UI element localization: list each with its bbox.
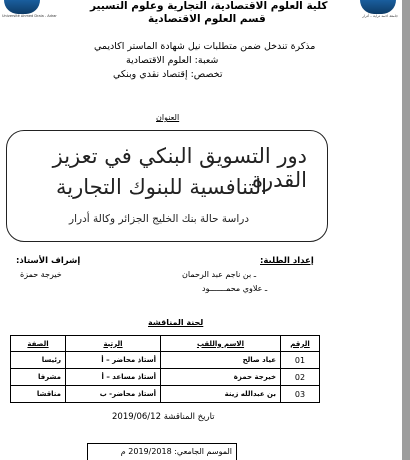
member-name: خيرجة حمزة — [161, 369, 281, 386]
memo-branch: شعبة: العلوم الاقتصادية — [126, 55, 219, 66]
member-number: 01 — [281, 352, 320, 369]
header-cell-grade: الرتبة — [66, 336, 161, 352]
faculty-name: كلية العلوم الاقتصادية، التجارية وعلوم التسيير — [90, 0, 328, 12]
window-edge — [402, 0, 410, 460]
thesis-title-line-1: دور التسويق البنكي في تعزيز القدرة — [52, 144, 307, 192]
department-name: قسم العلوم الاقتصادية — [148, 13, 266, 25]
member-role: رئيسا — [11, 352, 66, 369]
defense-date: تاريخ المناقشة 2019/06/12 — [112, 412, 215, 422]
memo-specialty: تخصص: إقتصاد نقدي وبنكي — [113, 69, 223, 80]
table-row — [11, 369, 320, 386]
supervisor-label: إشراف الأستاذ: — [16, 256, 81, 266]
table-row — [11, 386, 320, 403]
member-number: 03 — [281, 386, 320, 403]
header-cell-name: الاسم واللقب — [161, 336, 281, 352]
title-label: العنوان — [156, 113, 180, 122]
member-grade: أستاذ محاضر – أ — [66, 352, 161, 369]
thesis-title-box — [6, 130, 328, 242]
member-name: عياد صالح — [161, 352, 281, 369]
student-name-2: ـ علاوي محمـــــــود — [202, 284, 268, 293]
academic-year: الموسم الجامعي: 2019/2018 م — [120, 447, 232, 456]
university-name-latin: Université Ahmed Draia - Adrar — [2, 14, 57, 18]
member-role: مشرفا — [11, 369, 66, 386]
member-grade: أستاذ محاضر- ب — [66, 386, 161, 403]
students-label: إعداد الطلبة: — [260, 256, 314, 266]
member-grade: أستاذ مساعد – أ — [66, 369, 161, 386]
supervisor-name: خيرجة حمزة — [20, 270, 62, 279]
committee-title: لجنة المناقشة — [148, 318, 204, 327]
academic-year-box — [87, 443, 237, 460]
case-study: دراسة حالة بنك الخليج الجزائر وكالة أدرار — [69, 213, 249, 225]
header-cell-number: الرقم — [281, 336, 320, 352]
university-logo-left — [4, 0, 40, 14]
memo-purpose: مذكرة تندخل ضمن متطلبات نيل شهادة الماستر اكاديمي — [94, 41, 316, 52]
member-name: بن عبدالله زينة — [161, 386, 281, 403]
student-name-1: ـ بن ناجم عبد الرحمان — [182, 270, 257, 279]
header-cell-rank: الصفة — [11, 336, 66, 352]
committee-table — [10, 335, 320, 403]
university-logo-right — [360, 0, 396, 14]
thesis-title-line-2: التنافسية للبنوك التجارية — [56, 175, 267, 199]
committee-header-row — [11, 336, 320, 352]
member-role: مناقشا — [11, 386, 66, 403]
table-row — [11, 352, 320, 369]
member-number: 02 — [281, 369, 320, 386]
university-name-arabic: جامعة احمد دراية – أدرار — [362, 14, 398, 18]
